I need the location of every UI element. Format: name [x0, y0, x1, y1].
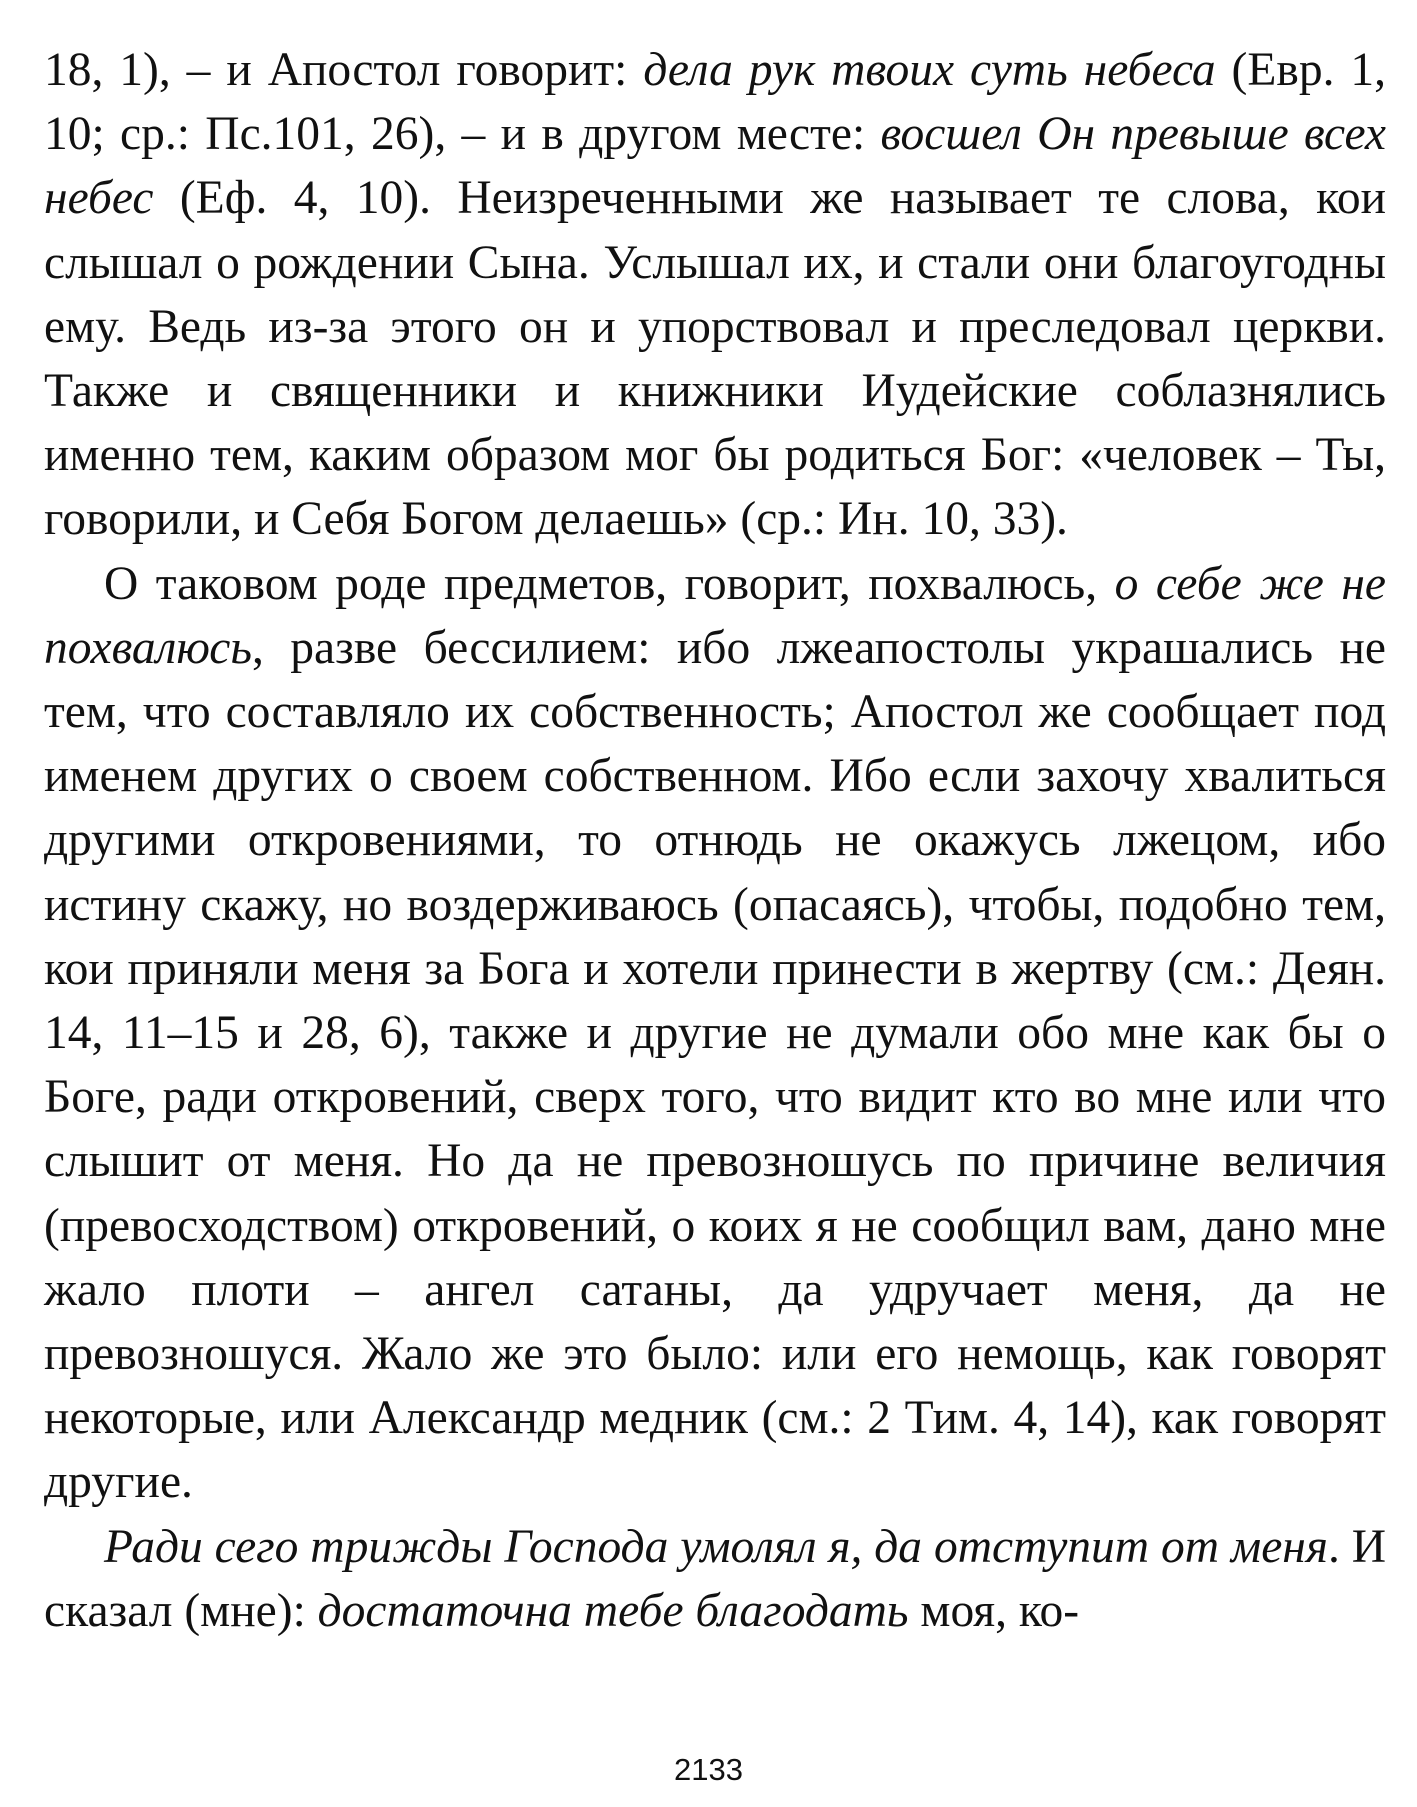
book-page — [44, 38, 1386, 1643]
paragraph-1 — [44, 38, 1386, 552]
text-run: 18, 1), – и Апостол говорит: — [44, 44, 644, 96]
paragraph-3 — [44, 1515, 1386, 1643]
text-run: . И сказал (мне): — [44, 1520, 1386, 1637]
text-run: моя, ко- — [908, 1584, 1080, 1637]
text-run: (Евр. 1, 10; ср.: Пс.101, 26), – и в другом месте: — [44, 44, 1386, 161]
scripture-quote: о себе же не похвалюсь — [44, 557, 1386, 674]
paragraph-2 — [44, 552, 1386, 1515]
page-number: 2133 — [674, 1752, 743, 1787]
scripture-quote: достаточна тебе благодать — [317, 1584, 909, 1637]
scripture-quote: восшел Он превыше всех небес — [44, 108, 1386, 225]
text-run: , разве бессилием: ибо лжеапостолы украшались не тем, что составляло их собственность; Апостол же сообщает под именем других о своем собственном. Ибо если захочу хвалиться другими откровениями, то отнюдь не окажусь лжецом, ибо истину скажу, но воздерживаюсь (опасаясь), чтобы, подобно тем, кои приняли меня за Бога и хотели принести в жертву (см.: Деян. 14, 11–15 и 28, 6), также и другие не думали обо мне как бы о Боге, ради откровений, сверх того, что видит кто во мне или что слышит от меня. Но да не превозношусь по причине величия (превосходством) откровений, о коих я не сообщил вам, дано мне жало плоти – ангел сатаны, да удручает меня, да не превозношуся. Жало же это было: или его немощь, как говорят некоторые, или Александр медник (см.: 2 Тим. 4, 14), как говорят другие. — [44, 621, 1386, 1509]
scripture-quote: дела рук твоих суть небеса — [643, 44, 1216, 96]
text-run: (Еф. 4, 10). Неизреченными же называет те слова, кои слышал о рождении Сына. Услышал их, и стали они благоугодны ему. Ведь из-за этого он и упорствовал и преследовал церкви. Также и священники и книжники Иудейские соблазнялись именно тем, каким образом мог бы родиться Бог: «человек – Ты, говорили, и Себя Богом делаешь» (ср.: Ин. 10, 33). — [44, 172, 1386, 546]
scripture-quote: Ради сего трижды Господа умолял я, да отступит от меня — [104, 1520, 1328, 1573]
text-run: О таковом роде предметов, говорит, похвалюсь, — [104, 557, 1115, 610]
